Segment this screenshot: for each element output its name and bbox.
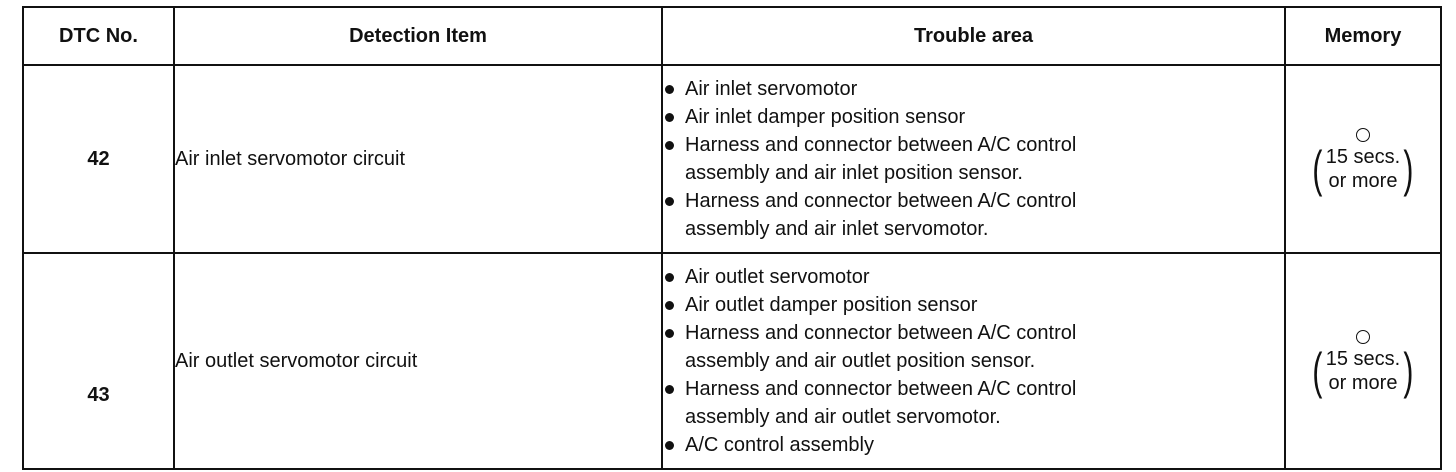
header-memory: Memory <box>1285 7 1441 65</box>
trouble-item: Air outlet servomotor <box>663 263 1284 291</box>
table-row <box>23 253 1441 469</box>
trouble-item: Air inlet servomotor <box>663 75 1284 103</box>
dtc-table <box>22 6 1442 470</box>
right-paren: ) <box>1403 140 1414 197</box>
header-row <box>23 7 1441 65</box>
right-paren: ) <box>1403 342 1414 399</box>
trouble-item: Harness and connector between A/C control assembly and air outlet position sensor. <box>663 319 1284 375</box>
bullet-icon <box>665 385 674 394</box>
dtc-number: 43 <box>23 253 174 469</box>
memory-cell <box>1285 65 1441 253</box>
bullet-icon <box>665 113 674 122</box>
table-row <box>23 65 1441 253</box>
circle-icon <box>1356 128 1370 142</box>
memory-duration: 15 secs. <box>1325 347 1401 370</box>
trouble-item: A/C control assembly <box>663 431 1284 459</box>
bullet-icon <box>665 197 674 206</box>
header-dtc-no: DTC No. <box>23 7 174 65</box>
trouble-area <box>662 253 1285 469</box>
dtc-number: 42 <box>23 65 174 253</box>
trouble-item: Harness and connector between A/C control assembly and air inlet servomotor. <box>663 187 1284 243</box>
trouble-item: Harness and connector between A/C control assembly and air outlet servomotor. <box>663 375 1284 431</box>
bullet-icon <box>665 301 674 310</box>
bullet-icon <box>665 329 674 338</box>
header-trouble-area: Trouble area <box>662 7 1285 65</box>
memory-qualifier: or more <box>1328 371 1398 394</box>
detection-item: Air inlet servomotor circuit <box>174 65 662 253</box>
bullet-icon <box>665 141 674 150</box>
left-paren: ( <box>1312 342 1323 399</box>
trouble-item: Harness and connector between A/C control assembly and air inlet position sensor. <box>663 131 1284 187</box>
circle-icon <box>1356 330 1370 344</box>
detection-item: Air outlet servomotor circuit <box>174 253 662 469</box>
left-paren: ( <box>1312 140 1323 197</box>
bullet-icon <box>665 273 674 282</box>
memory-qualifier: or more <box>1328 169 1398 192</box>
memory-cell <box>1285 253 1441 469</box>
header-detection-item: Detection Item <box>174 7 662 65</box>
trouble-area <box>662 65 1285 253</box>
trouble-item: Air inlet damper position sensor <box>663 103 1284 131</box>
memory-duration: 15 secs. <box>1325 145 1401 168</box>
bullet-icon <box>665 441 674 450</box>
bullet-icon <box>665 85 674 94</box>
trouble-item: Air outlet damper position sensor <box>663 291 1284 319</box>
